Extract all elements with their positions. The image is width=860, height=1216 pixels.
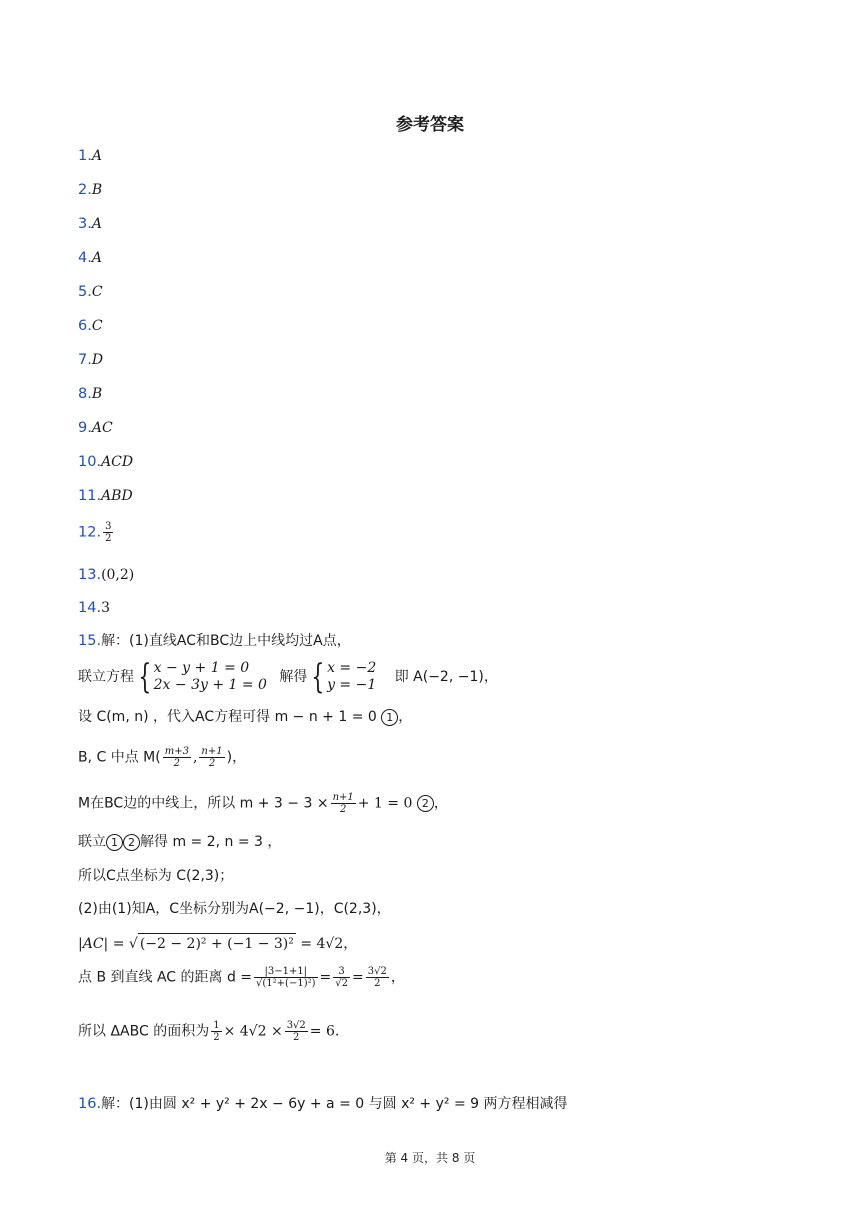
- q15-line-1: 15.解：(1)直线AC和BC边上中线均过A点，: [78, 633, 351, 649]
- page-title: 参考答案: [396, 115, 464, 135]
- answer-value: C: [91, 318, 103, 334]
- page-footer: 第 4 页，共 8 页: [384, 1151, 476, 1165]
- answer-item: [78, 521, 115, 544]
- q15-line-4: B, C 中点 M( $\frac{m+3}{2}$ , $\frac{n+1}{2}$ )，: [78, 746, 247, 769]
- fraction: $\frac{1}{2}$: [213, 1020, 220, 1043]
- answer-item: [78, 350, 103, 370]
- q16-line-1: 16.解：(1)由圆 x² + y² + 2x − 6y + a = 0 与圆 x² + y² = 9 两方程相减得: [78, 1096, 568, 1112]
- solution-system: x = −2 y = −1: [327, 660, 377, 693]
- fraction: $\frac{|3-1+1|}{\text{√(1²+(−1)²)}}$: [256, 966, 316, 989]
- question-number: 15.: [78, 633, 102, 649]
- answer-item: [78, 565, 134, 585]
- fraction: $\frac{n+1}{2}$: [201, 746, 223, 769]
- q15-line-5: M在BC边的中线上，所以 m + 3 − 3 × $\frac{n+1}{2}$ + 1 = 0 2 ，: [78, 792, 448, 815]
- answer-item: [78, 598, 110, 618]
- q15-line-11: 所以 ΔABC 的面积为 $\frac{1}{2}$ × 4√2 × $\frac{3√2}{2}$ = 6.: [78, 1020, 340, 1043]
- q15-line-2: 联立方程 { x − y + 1 = 0 2x − 3y + 1 = 0 解得 { x = −2 y = −1 即 A(−2, −1)，: [78, 657, 498, 697]
- answer-value: A: [91, 216, 102, 232]
- q15-line-3: 设 C(m, n) ，代入AC方程可得 m − n + 1 = 0 1 ，: [78, 709, 413, 725]
- question-number: 6.: [78, 318, 92, 334]
- question-number: 11.: [78, 488, 102, 504]
- question-number: 4.: [78, 250, 92, 266]
- circled-number: 1: [381, 709, 398, 726]
- answer-value: D: [91, 352, 104, 368]
- answer-value: A: [91, 250, 102, 266]
- answer-item: [78, 316, 103, 336]
- equation-system: x − y + 1 = 0 2x − 3y + 1 = 0: [153, 660, 267, 693]
- question-number: 1.: [78, 148, 92, 164]
- fraction: $\frac{3√2}{2}$: [286, 1020, 306, 1043]
- fraction: $\frac{3√2}{2}$: [367, 966, 387, 989]
- q15-line-8: (2)由(1)知A，C坐标分别为A(−2, −1)，C(2,3)，: [78, 901, 391, 917]
- circled-number: 2: [417, 795, 434, 812]
- answer-value: 3: [101, 600, 110, 616]
- question-number: 13.: [78, 567, 102, 583]
- question-number: 16.: [78, 1096, 102, 1112]
- circled-number: 2: [123, 834, 140, 851]
- fraction: $\frac{3}{√2}$: [335, 966, 348, 989]
- fraction: $\frac{m+3}{2}$: [164, 746, 189, 769]
- answer-item: [78, 452, 133, 472]
- question-number: 10.: [78, 454, 102, 470]
- fraction: $\frac{n+1}{2}$: [332, 792, 354, 815]
- circled-number: 1: [106, 834, 123, 851]
- answer-item: [78, 282, 103, 302]
- question-number: 5.: [78, 284, 92, 300]
- radical: (−2 − 2)² + (−1 − 3)²: [138, 933, 296, 954]
- question-number: 2.: [78, 182, 92, 198]
- answer-value: C: [91, 284, 103, 300]
- answer-value: B: [91, 386, 103, 402]
- answer-item: [78, 384, 102, 404]
- question-number: 3.: [78, 216, 92, 232]
- question-number: 9.: [78, 420, 92, 436]
- question-number: 14.: [78, 600, 102, 616]
- answer-value: ACD: [101, 454, 134, 470]
- answer-value: ABD: [101, 488, 133, 504]
- q15-line-9: |AC| = √ (−2 − 2)² + (−1 − 3)² = 4√2，: [78, 933, 357, 954]
- answer-item: [78, 248, 102, 268]
- answer-item: [78, 146, 102, 166]
- question-number: 12.: [78, 524, 102, 541]
- answer-fraction: $\frac{3}{2}$: [105, 521, 112, 544]
- question-number: 7.: [78, 352, 92, 368]
- answer-value: B: [91, 182, 103, 198]
- q15-line-7: 所以C点坐标为 C(2,3)；: [78, 868, 234, 884]
- answer-item: [78, 486, 133, 506]
- answer-item: [78, 180, 102, 200]
- answer-value: A: [91, 148, 102, 164]
- answer-item: [78, 418, 113, 438]
- answer-value: AC: [91, 420, 113, 436]
- question-number: 8.: [78, 386, 92, 402]
- answer-item: [78, 214, 102, 234]
- answer-value: (0,2): [101, 567, 135, 583]
- q15-line-6: 联立 1 2 解得 m = 2, n = 3 ，: [78, 834, 282, 850]
- q15-line-10: 点 B 到直线 AC 的距离 d = $\frac{|3-1+1|}{\text{√(1²+(−1)²)}}$ = $\frac{3}{√2}$ = $\frac{3√2}{2}$ ，: [78, 966, 405, 989]
